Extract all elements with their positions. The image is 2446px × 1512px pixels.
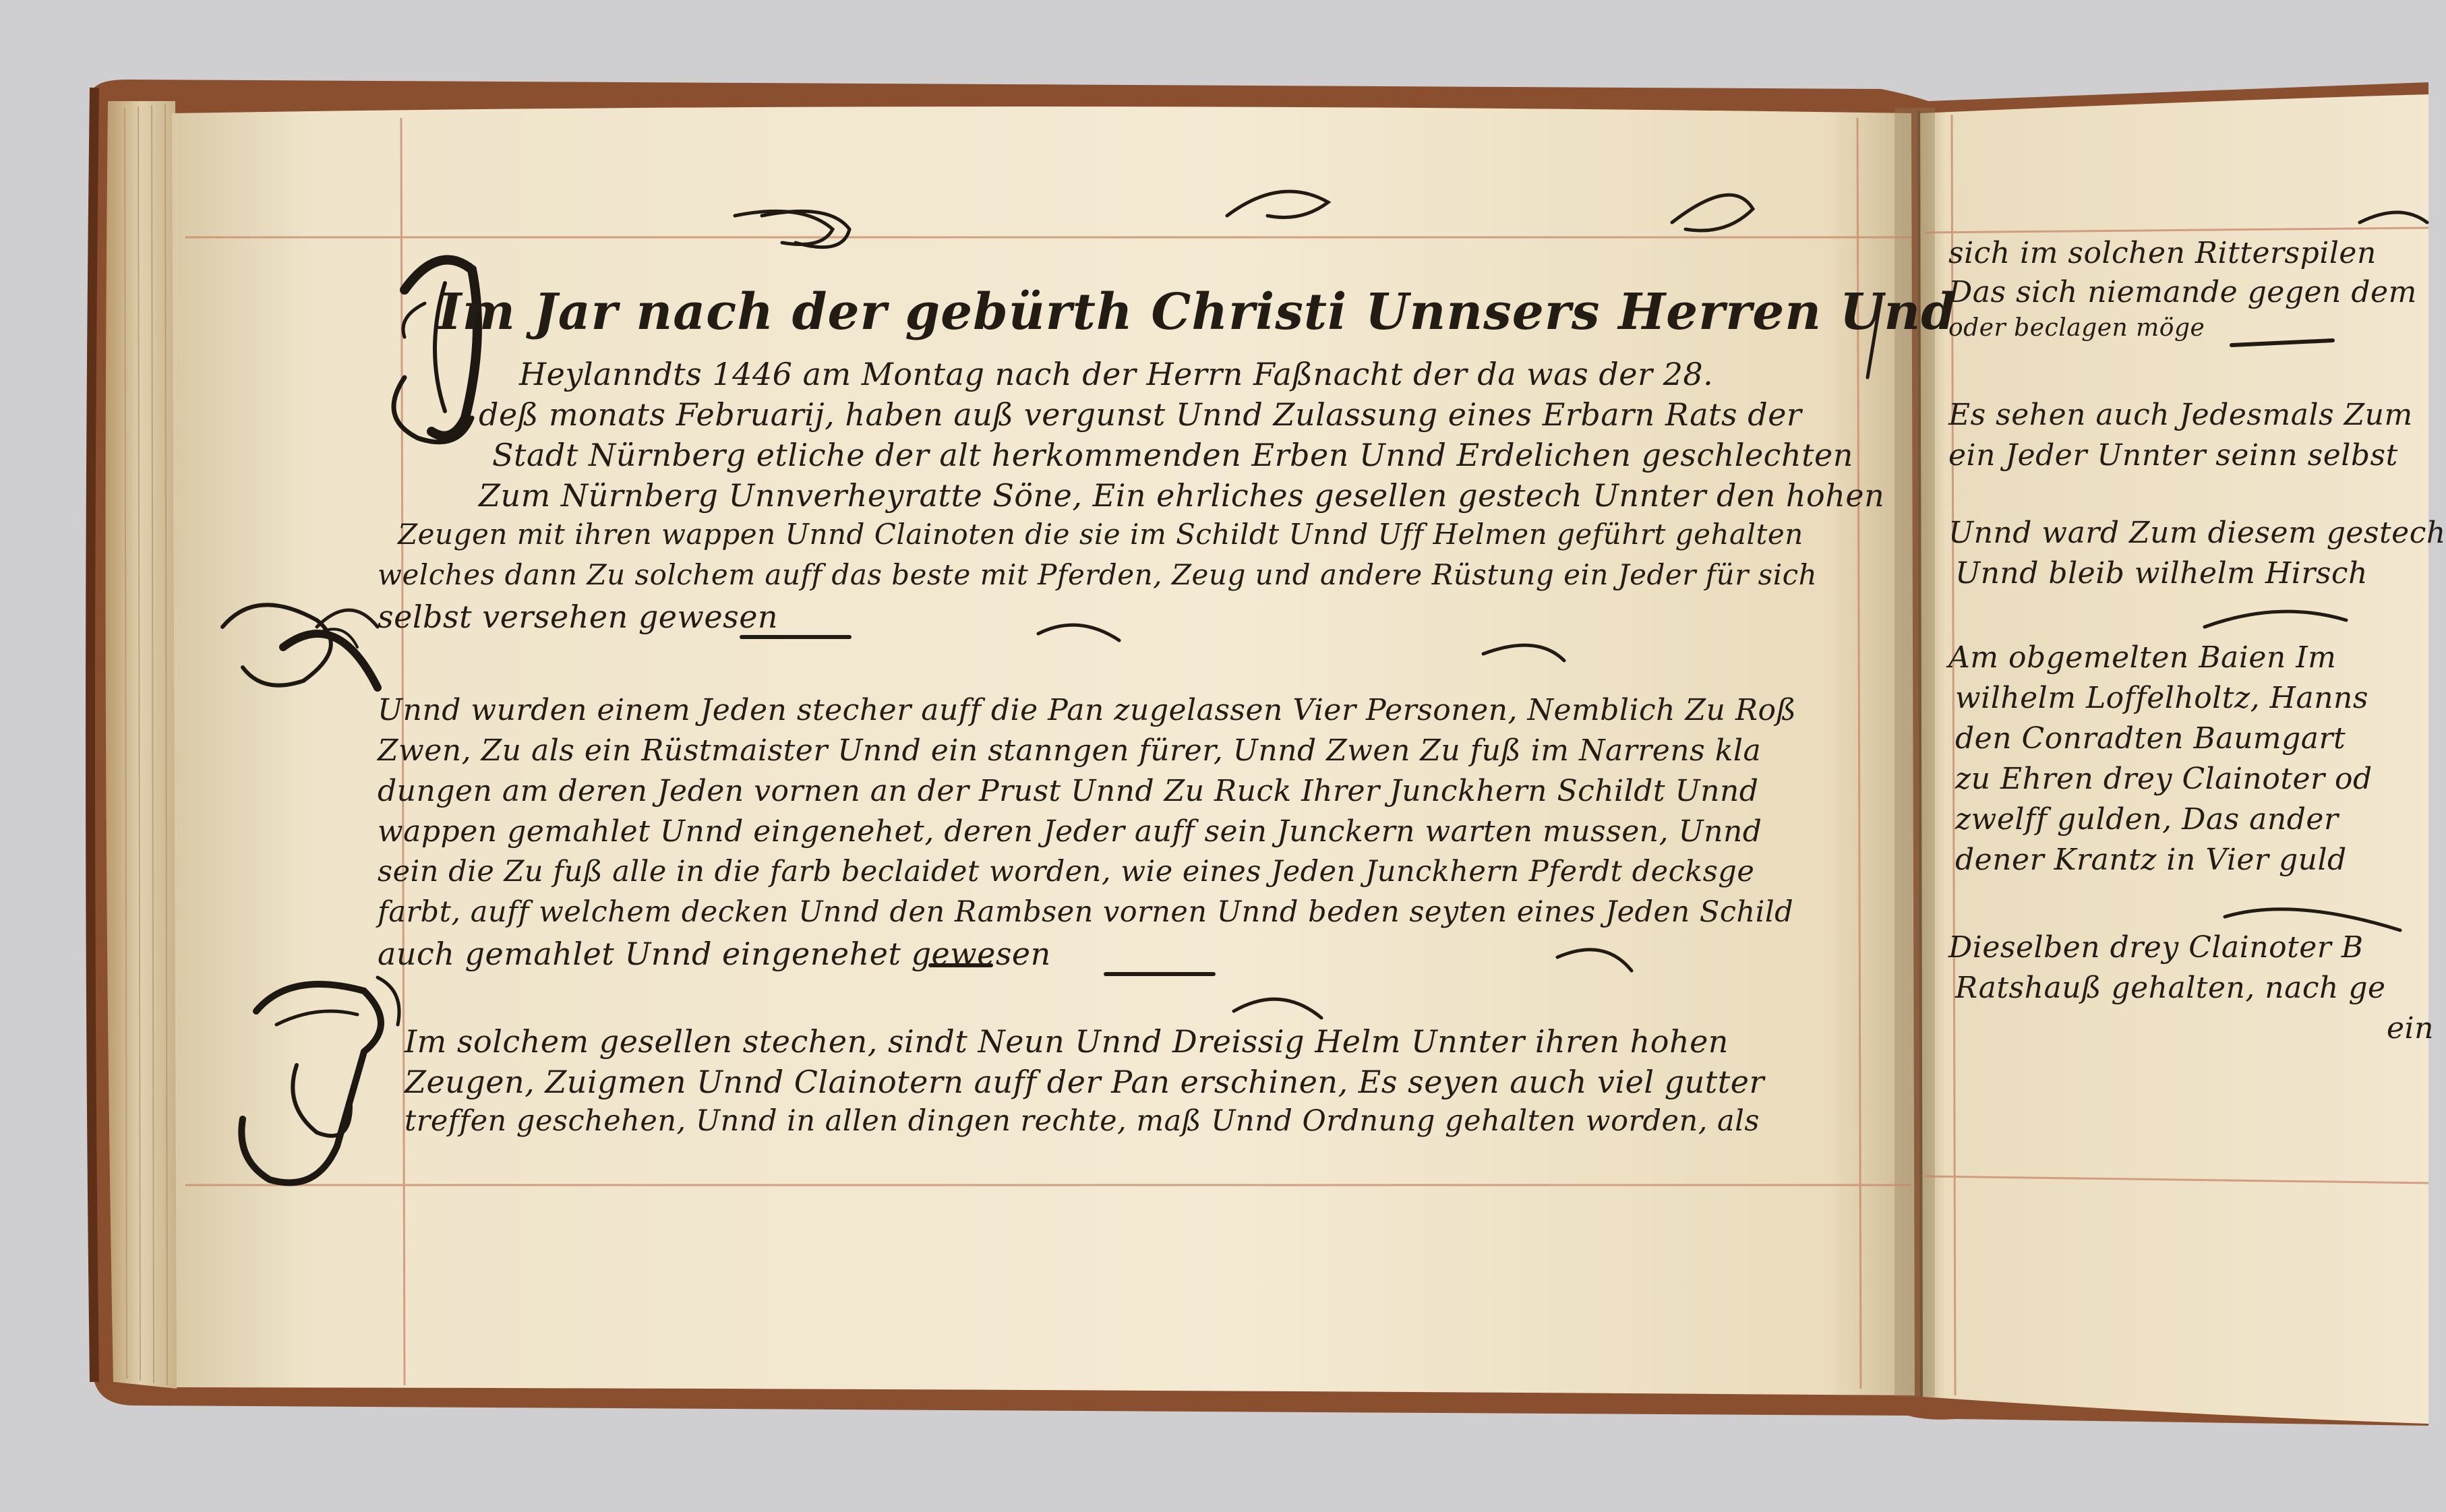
text-line: zu Ehren drey Clainoter od — [1955, 762, 2373, 796]
text-line: den Conradten Baumgart — [1955, 721, 2346, 756]
text-line: Am obgemelten Baien Im — [1948, 640, 2337, 675]
text-line: welches dann Zu solchem auff das beste mit Pferden, Zeug und andere Rüstung ein Jeder für sich — [378, 558, 1818, 591]
text-line: Unnd wurden einem Jeden stecher auff die Pan zugelassen Vier Personen, Nemblich Zu Roß — [378, 693, 1797, 727]
text-line: Ratshauß gehalten, nach ge — [1955, 971, 2386, 1005]
text-line: treffen geschehen, Unnd in allen dingen rechte, maß Unnd Ordnung gehalten worden, als — [405, 1104, 1760, 1138]
right-page-text — [1948, 236, 2446, 1132]
text-line: sein die Zu fuß alle in die farb beclaidet worden, wie eines Jeden Junckhern Pferdt decksge — [378, 855, 1755, 888]
text-line: wilhelm Loffelholtz, Hanns — [1955, 681, 2368, 715]
text-line: Im solchem gesellen stechen, sindt Neun Unnd Dreissig Helm Unnter ihren hohen — [405, 1023, 1729, 1060]
text-line: zwelff gulden, Das ander — [1955, 802, 2339, 837]
text-line: Zwen, Zu als ein Rüstmaister Unnd ein stanngen fürer, Unnd Zwen Zu fuß im Narrens kla — [378, 733, 1762, 768]
text-line: Unnd ward Zum diesem gestech — [1948, 516, 2446, 550]
text-line: deß monats Februarij, haben auß vergunst Unnd Zulassung eines Erbarn Rats der — [479, 396, 1802, 433]
text-line: Im Jar nach der gebürth Christi Unnsers Herren Und — [438, 283, 1957, 341]
text-line: Dieselben drey Clainoter B — [1948, 930, 2364, 965]
text-line: selbst versehen gewesen — [378, 599, 779, 635]
text-line: Stadt Nürnberg etliche der alt herkommenden Erben Unnd Erdelichen geschlechten — [492, 437, 1853, 473]
text-line: dungen am deren Jeden vornen an der Prust Unnd Zu Ruck Ihrer Junckhern Schildt Unnd — [378, 774, 1759, 808]
text-line: oder beclagen möge — [1948, 314, 2205, 342]
text-line: farbt, auff welchem decken Unnd den Rambsen vornen Unnd beden seyten eines Jeden Schild — [378, 895, 1794, 929]
text-line: Es sehen auch Jedesmals Zum — [1948, 398, 2413, 432]
text-line: auch gemahlet Unnd eingenehet gewesen — [378, 936, 1051, 972]
text-line: ein — [2387, 1011, 2434, 1046]
text-line: Unnd bleib wilhelm Hirsch — [1955, 556, 2368, 591]
text-line: wappen gemahlet Unnd eingenehet, deren Jeder auff sein Junckern warten mussen, Unnd — [378, 814, 1762, 849]
text-line: Zum Nürnberg Unnverheyratte Söne, Ein ehrliches gesellen gestech Unnter den hohen — [479, 477, 1885, 514]
text-line: Heylanndts 1446 am Montag nach der Herrn Faßnacht der da was der 28. — [519, 356, 1714, 392]
text-line: dener Krantz in Vier guld — [1955, 843, 2347, 877]
text-line: sich im solchen Ritterspilen — [1948, 236, 2377, 270]
text-line: Das sich niemande gegen dem — [1948, 275, 2417, 309]
text-line: Zeugen, Zuigmen Unnd Clainotern auff der Pan erschinen, Es seyen auch viel gutter — [405, 1064, 1764, 1100]
text-line: ein Jeder Unnter seinn selbst — [1948, 438, 2398, 473]
text-line: Zeugen mit ihren wappen Unnd Clainoten die sie im Schildt Unnd Uff Helmen geführt gehalten — [398, 518, 1803, 551]
left-page-text — [378, 249, 1957, 1227]
